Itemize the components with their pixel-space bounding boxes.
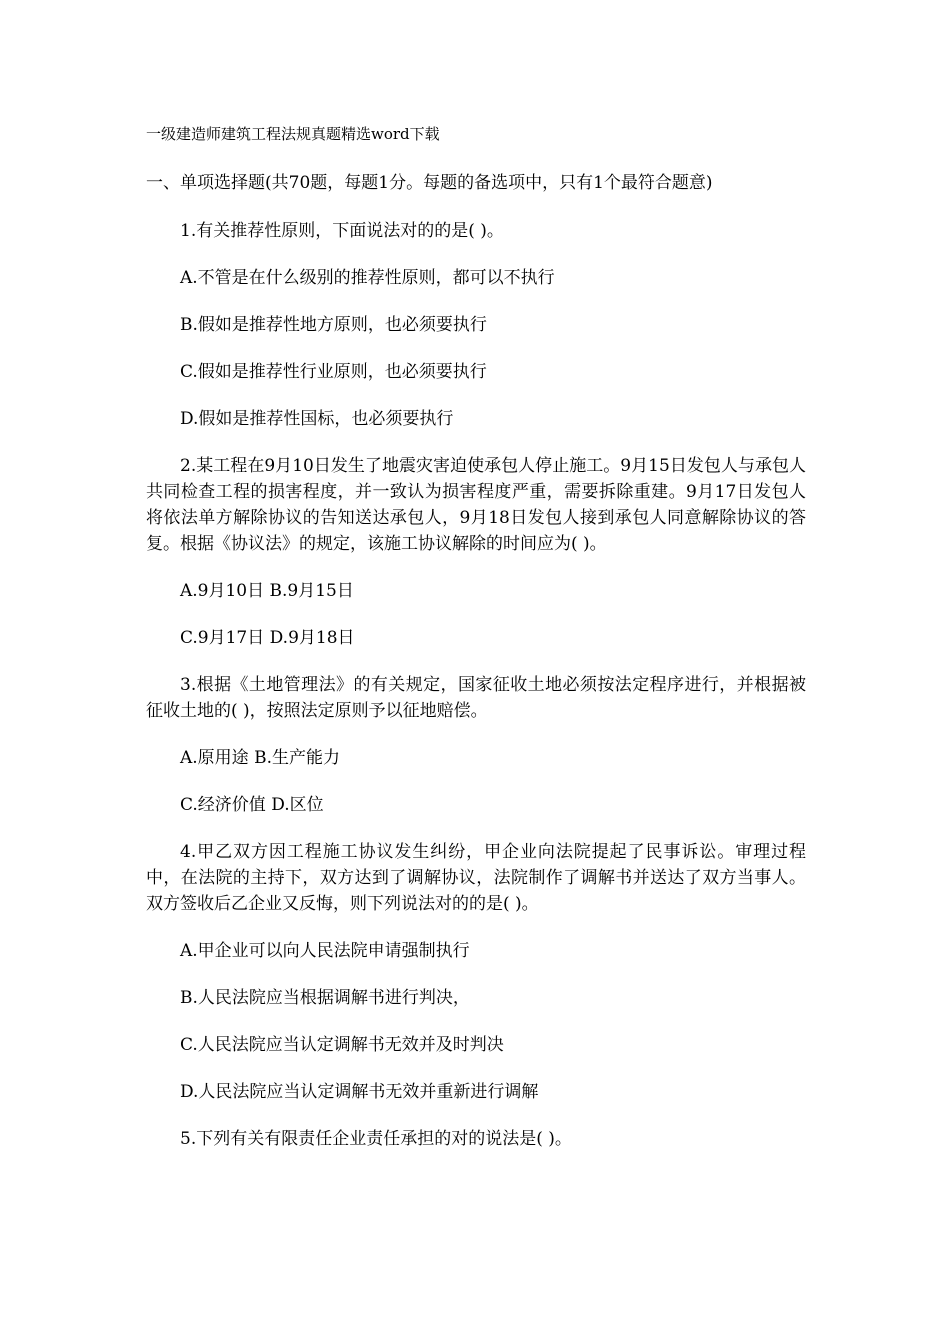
question-5: 5.下列有关有限责任企业责任承担的对的说法是( )。 [180,1129,572,1149]
question-3: 3.根据《土地管理法》的有关规定，国家征收土地必须按法定程序进行，并根据被征收土地的( )，按照法定原则予以征地赔偿。 [146,675,806,721]
question-list [146,218,806,1173]
option-4b: B.人民法院应当根据调解书进行判决， [180,988,470,1008]
option-1d: D.假如是推荐性国标，也必须要执行 [180,409,454,429]
options-2cd: C.9月17日 D.9月18日 [180,628,355,648]
section-heading: 一、单项选择题(共70题，每题1分。每题的备选项中，只有1个最符合题意) [146,173,713,193]
option-4d: D.人民法院应当认定调解书无效并重新进行调解 [180,1082,539,1102]
option-4c: C.人民法院应当认定调解书无效并及时判决 [180,1035,504,1055]
option-1c: C.假如是推荐性行业原则，也必须要执行 [180,362,487,382]
question-4: 4.甲乙双方因工程施工协议发生纠纷，甲企业向法院提起了民事诉讼。审理过程中，在法院的主持下，双方达到了调解协议，法院制作了调解书并送达了双方当事人。双方签收后乙企业又反悔，则下列说法对的的是( )。 [146,842,806,914]
options-3ab: A.原用途 B.生产能力 [180,748,340,768]
options-3cd: C.经济价值 D.区位 [180,795,324,815]
document-title: 一级建造师建筑工程法规真题精选word下载 [146,125,440,143]
option-1b: B.假如是推荐性地方原则，也必须要执行 [180,315,487,335]
option-4a: A.甲企业可以向人民法院申请强制执行 [180,941,470,961]
option-1a: A.不管是在什么级别的推荐性原则，都可以不执行 [180,268,555,288]
options-2ab: A.9月10日 B.9月15日 [180,581,354,601]
question-1: 1.有关推荐性原则，下面说法对的的是( )。 [180,221,504,241]
question-2: 2.某工程在9月10日发生了地震灾害迫使承包人停止施工。9月15日发包人与承包人共同检查工程的损害程度，并一致认为损害程度严重，需要拆除重建。9月17日发包人将依法单方解除协议的告知送达承包人，9月18日发包人接到承包人同意解除协议的答复。根据《协议法》的规定，该施工协议解除的时间应为( )。 [146,456,806,554]
